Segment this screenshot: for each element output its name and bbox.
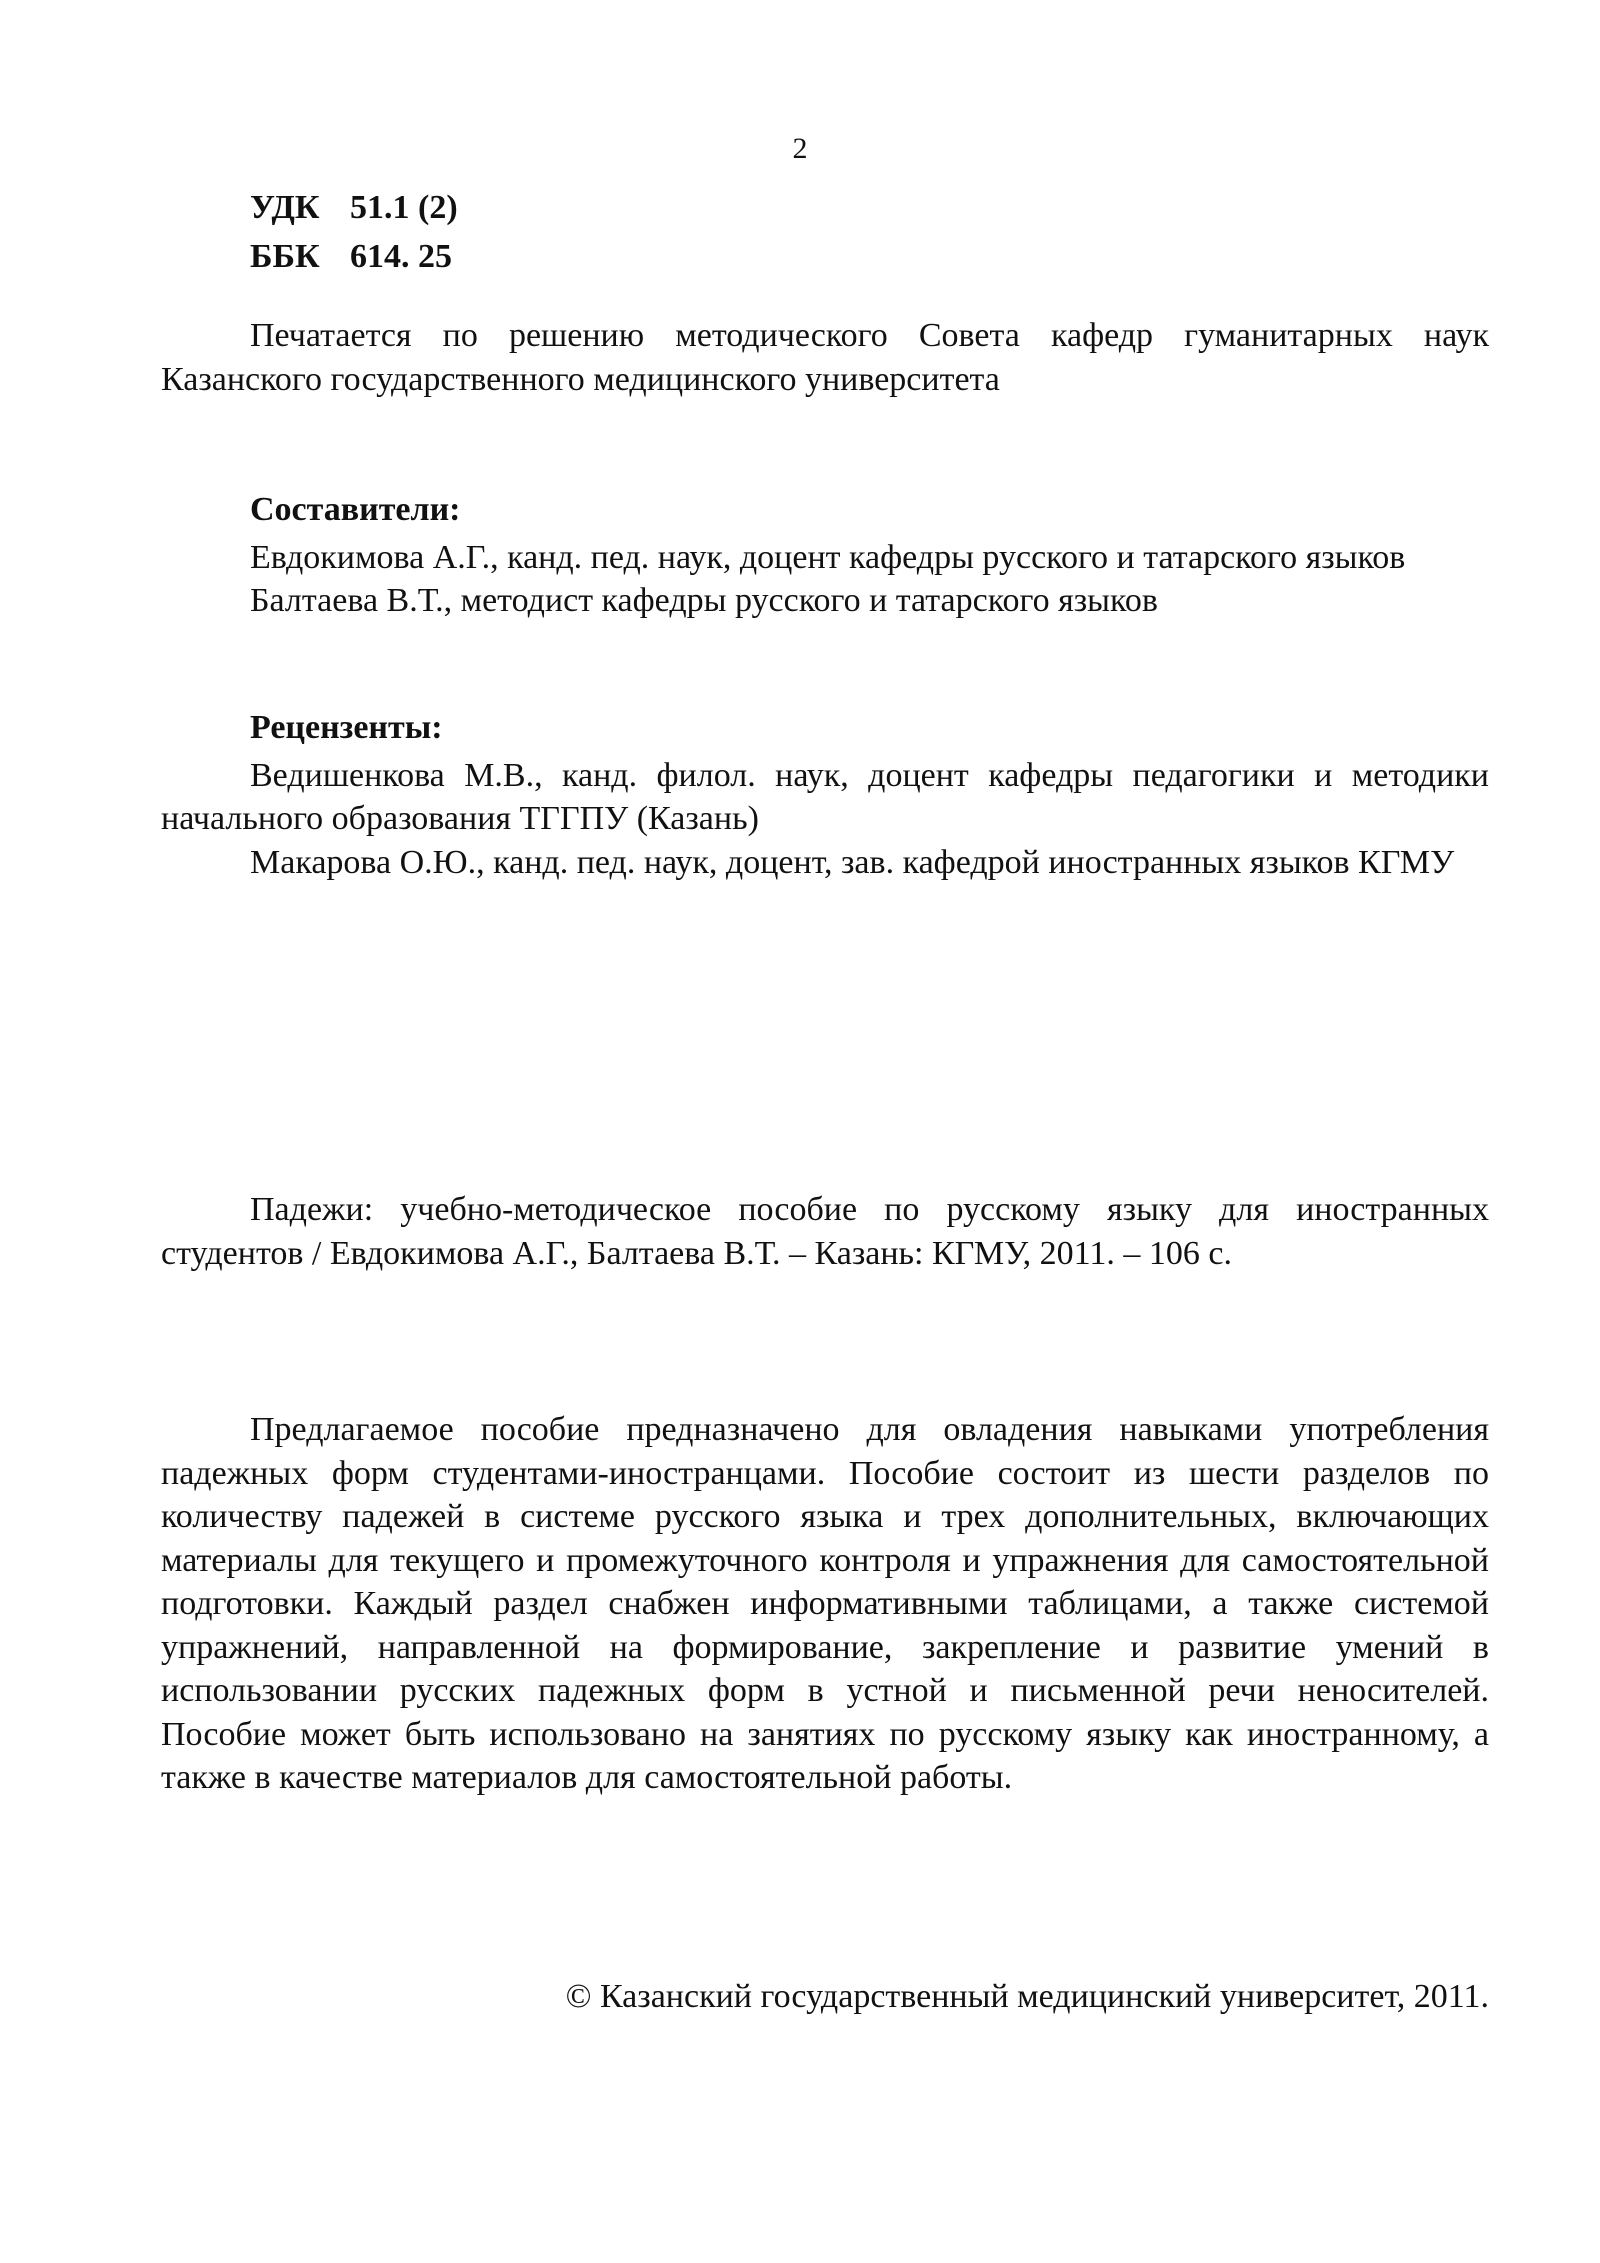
reviewers-heading: Рецензенты:	[250, 709, 443, 746]
compilers-heading: Составители:	[250, 491, 461, 528]
compiler-entry: Евдокимова А.Г., канд. пед. наук, доцент кафедры русского и татарского языков	[250, 538, 1406, 576]
reviewer-entry: Макарова О.Ю., канд. пед. наук, доцент, зав. кафедрой иностранных языков КГМУ	[250, 843, 1455, 881]
compiler-entry: Балтаева В.Т., методист кафедры русского и татарского языков	[250, 582, 1158, 619]
page-number: 2	[792, 132, 808, 165]
approval-note: Печатается по решению методического Совета кафедр гуманитарных наук Казанского государственного медицинского университета	[161, 317, 1489, 398]
udk-line	[250, 183, 458, 232]
bbk-value: 614. 25	[350, 238, 452, 275]
classification-codes	[250, 183, 458, 281]
abstract-paragraph: Предлагаемое пособие предназначено для овладения навыками употребления падежных форм студентами-иностранцами. Пособие состоит из шести разделов по количеству падежей в системе русского языка и трех дополнительных, включающих материалы для текущего и промежуточного контроля и упражнения для самостоятельной подготовки. Каждый раздел снабжен информативными таблицами, а также системой упражнений, направленной на формирование, закрепление и развитие умений в использовании русских падежных форм в устной и письменной речи неносителей. Пособие может быть использовано на занятиях по русскому языку как иностранному, а также в качестве материалов для самостоятельной работы.	[161, 1411, 1489, 1796]
compilers-section	[161, 488, 1489, 623]
udk-value: 51.1 (2)	[350, 189, 458, 226]
reviewers-section	[161, 706, 1489, 884]
bbk-label: ББК	[250, 238, 320, 275]
reviewer-entry: Ведишенкова М.В., канд. филол. наук, доцент кафедры педагогики и методики начального образования ТГГПУ (Казань)	[161, 756, 1489, 837]
bibliographic-citation: Падежи: учебно-методическое пособие по русскому языку для иностранных студентов / Евдокимова А.Г., Балтаева В.Т. – Казань: КГМУ, 2011. – 106 с.	[161, 1191, 1489, 1272]
copyright-line: © Казанский государственный медицинский университет, 2011.	[565, 1978, 1489, 2015]
udk-label: УДК	[250, 189, 320, 226]
bbk-line	[250, 232, 458, 281]
